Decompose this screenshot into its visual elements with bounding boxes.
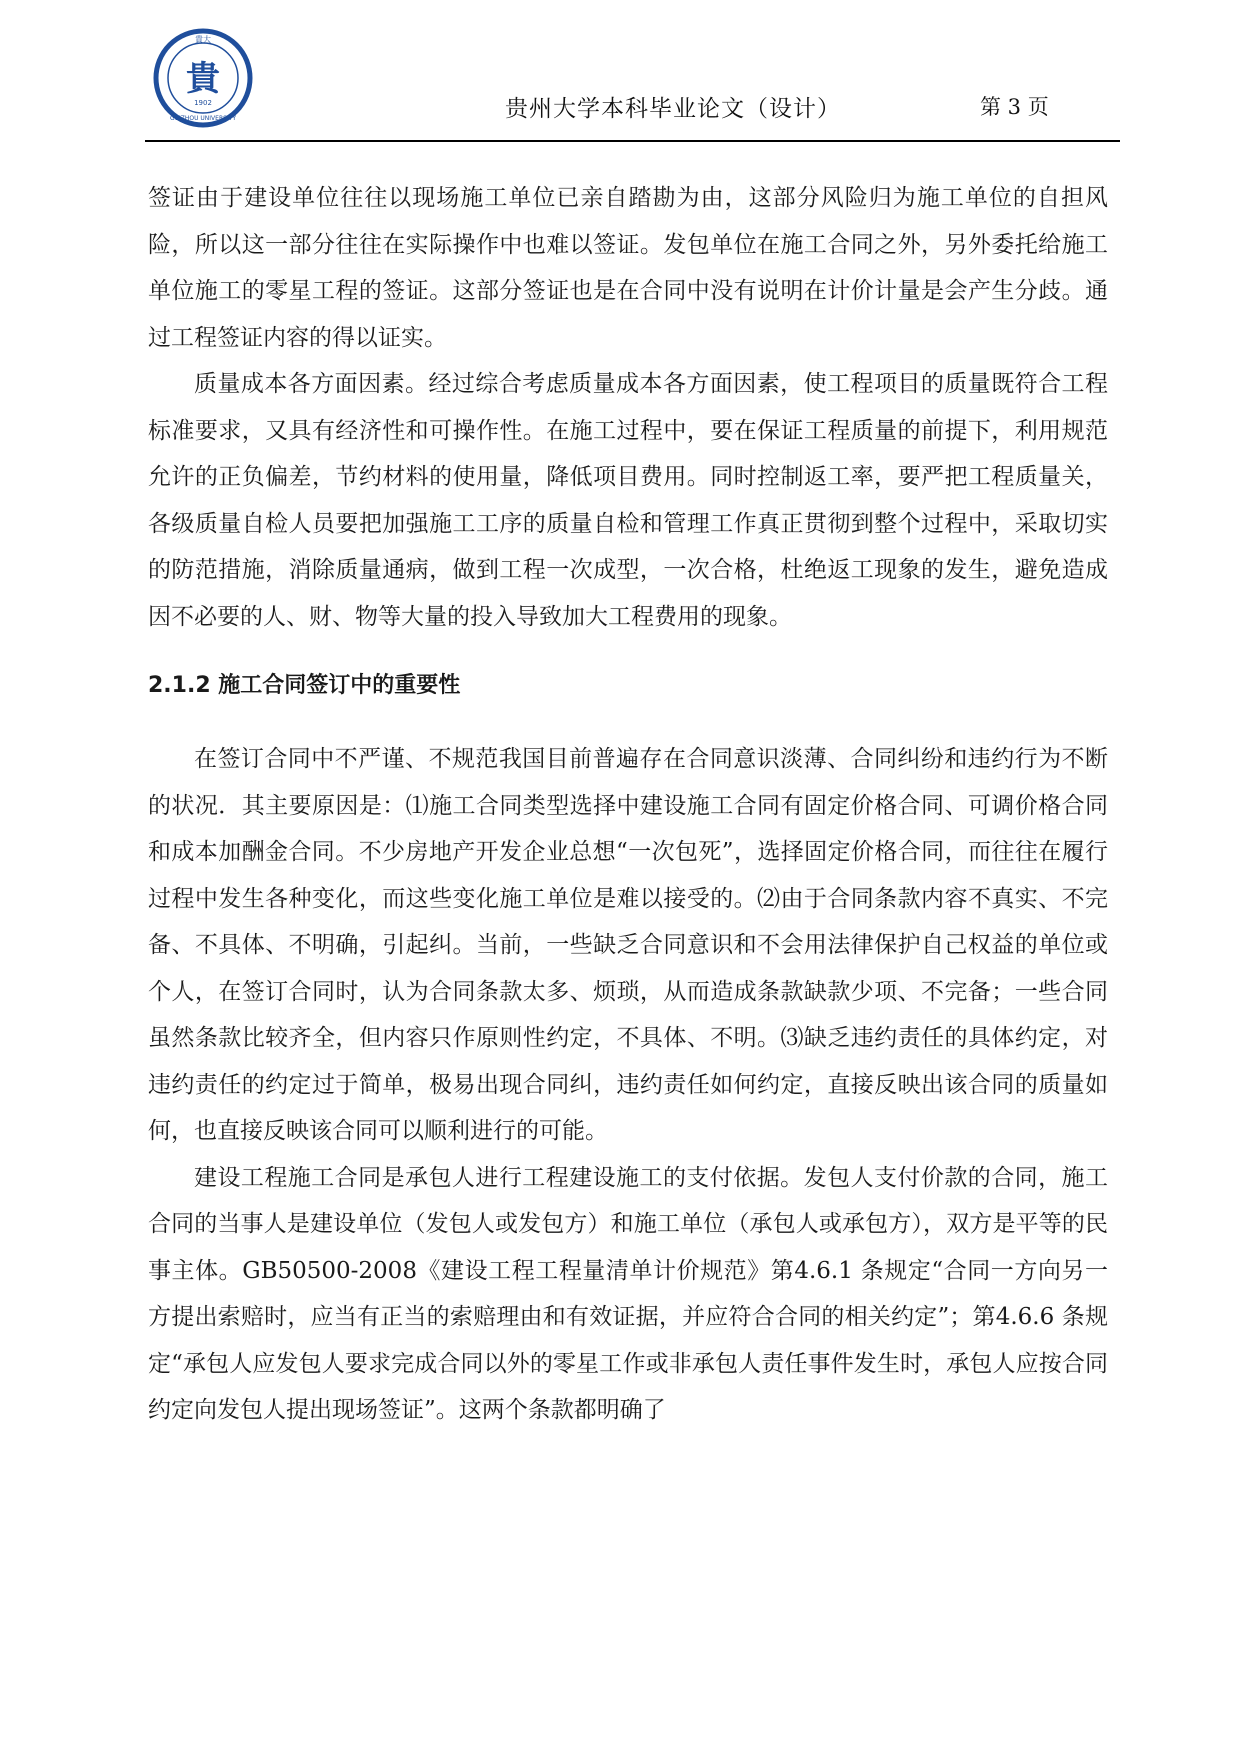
- logo-top-text: 貴大: [195, 35, 211, 44]
- logo-ring-text: GUIZHOU UNIVERSITY: [169, 115, 237, 122]
- section-heading: 2.1.2 施工合同签订中的重要性: [148, 673, 461, 698]
- header-title: 贵州大学本科毕业论文（设计）: [505, 96, 841, 122]
- paragraph-1: 签证由于建设单位往往以现场施工单位已亲自踏勘为由，这部分风险归为施工单位的自担风险，所以这一部分往往在实际操作中也难以签证。发包单位在施工合同之外，另外委托给施工单位施工的零星工程的签证。这部分签证也是在合同中没有说明在计价计量是会产生分歧。通过工程签证内容的得以证实。: [148, 185, 1108, 351]
- paragraph-3: 在签订合同中不严谨、不规范我国目前普遍存在合同意识淡薄、合同纠纷和违约行为不断的状况．其主要原因是：⑴施工合同类型选择中建设施工合同有固定价格合同、可调价格合同和成本加酬金合同。不少房地产开发企业总想“一次包死”，选择固定价格合同，而往往在履行过程中发生各种变化，而这些变化施工单位是难以接受的。⑵由于合同条款内容不真实、不完备、不具体、不明确，引起纠。当前，一些缺乏合同意识和不会用法律保护自己权益的单位或个人，在签订合同时，认为合同条款太多、烦琐，从而造成条款缺款少项、不完备；一些合同虽然条款比较齐全，但内容只作原则性约定，不具体、不明。⑶缺乏违约责任的具体约定，对违约责任的约定过于简单，极易出现合同纠，违约责任如何约定，直接反映出该合同的质量如何，也直接反映该合同可以顺利进行的可能。: [148, 746, 1108, 1144]
- university-seal-logo: [153, 28, 253, 128]
- logo-glyph: 貴: [186, 59, 220, 99]
- page-number: 第 3 页: [980, 95, 1049, 119]
- paragraph-2: 质量成本各方面因素。经过综合考虑质量成本各方面因素，使工程项目的质量既符合工程标准要求，又具有经济性和可操作性。在施工过程中，要在保证工程质量的前提下，利用规范允许的正负偏差，节约材料的使用量，降低项目费用。同时控制返工率，要严把工程质量关，各级质量自检人员要把加强施工工序的质量自检和管理工作真正贯彻到整个过程中，采取切实的防范措施，消除质量通病，做到工程一次成型，一次合格，杜绝返工现象的发生，避免造成因不必要的人、财、物等大量的投入导致加大工程费用的现象。: [148, 371, 1108, 630]
- document-body: [148, 175, 1108, 1434]
- logo-year: 1902: [194, 99, 212, 107]
- page-header: [145, 28, 1120, 142]
- paragraph-4: 建设工程施工合同是承包人进行工程建设施工的支付依据。发包人支付价款的合同，施工合同的当事人是建设单位（发包人或发包方）和施工单位（承包人或承包方），双方是平等的民事主体。GB50500-2008《建设工程工程量清单计价规范》第4.6.1 条规定“合同一方向另一方提出索赔时，应当有正当的索赔理由和有效证据，并应符合合同的相关约定”；第4.6.6 条规定“承包人应发包人要求完成合同以外的零星工作或非承包人责任事件发生时，承包人应按合同约定向发包人提出现场签证”。这两个条款都明确了: [148, 1164, 1108, 1423]
